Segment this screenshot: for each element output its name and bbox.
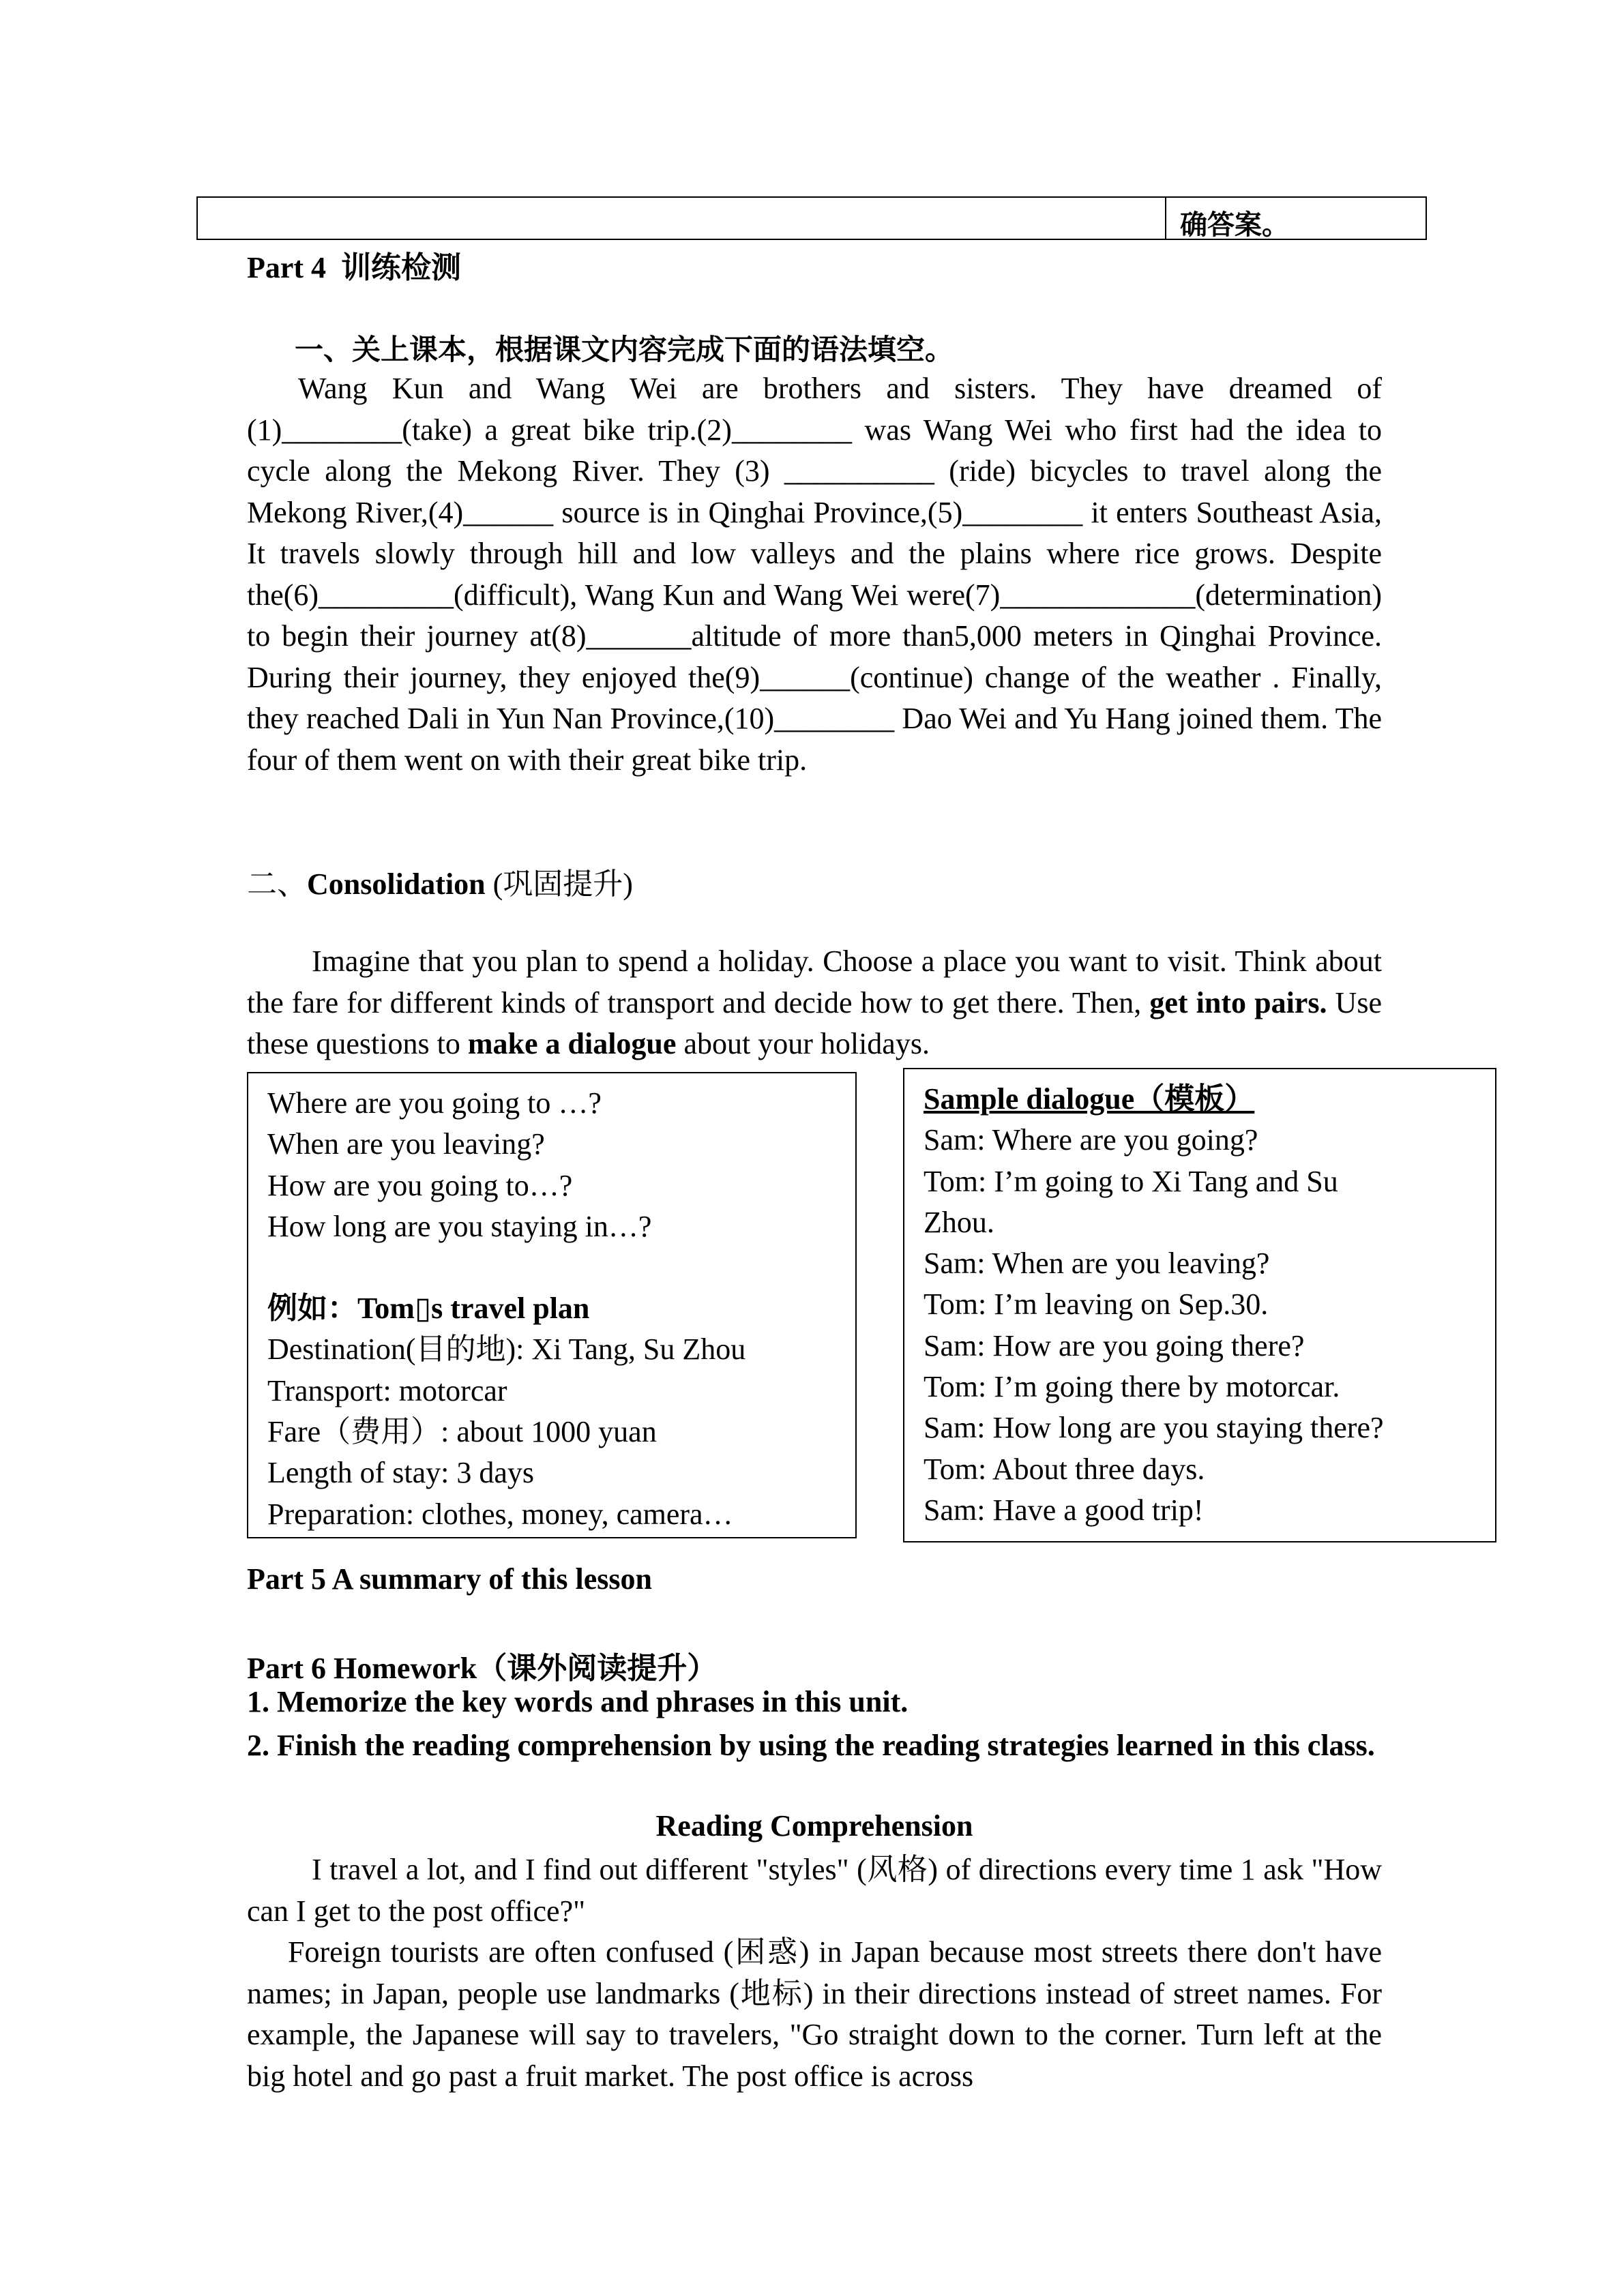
section2-title-cn: (巩固提升) xyxy=(492,867,633,901)
question-line: How are you going to…? xyxy=(267,1168,573,1202)
table-divider xyxy=(1165,198,1166,239)
homework-item-2: 2. Finish the reading comprehension by using the reading strategies learned in this class. xyxy=(247,1729,1375,1762)
blank-line xyxy=(267,1247,855,1288)
intro-text-1: Imagine that you plan to spend a holiday. Choose a place you want to visit. Think about the fare for different kinds of transport and decide how to get there. Then, xyxy=(247,944,1382,1019)
question-line: How long are you staying in…? xyxy=(267,1209,652,1243)
plan-line: Transport: motorcar xyxy=(267,1373,507,1407)
section2-intro xyxy=(247,941,1382,1065)
dialogue-line: Tom: I’m going to Xi Tang and Su xyxy=(924,1164,1338,1198)
part4-title-en: Part 4 xyxy=(247,251,327,284)
section2-title: Consolidation xyxy=(307,867,486,901)
part4-title-cn: 训练检测 xyxy=(341,250,462,285)
table-cell-text: 确答案。 xyxy=(1180,209,1289,241)
dialogue-line: Sam: Have a good trip! xyxy=(924,1493,1204,1527)
question-line: When are you leaving? xyxy=(267,1127,545,1161)
part5-title: Part 5 A summary of this lesson xyxy=(247,1562,652,1596)
dialogue-line: Sam: How are you going there? xyxy=(924,1328,1305,1362)
dialogue-line: Sam: Where are you going? xyxy=(924,1123,1258,1157)
travel-questions-box xyxy=(247,1072,857,1538)
dialogue-line: Sam: How long are you staying there? xyxy=(924,1411,1384,1445)
cloze-paragraph: Wang Kun and Wang Wei are brothers and sisters. They have dreamed of (1)________(take) a great bike trip.(2)________ was Wang Wei who first had the idea to cycle along the Mekong River. They (3) __________ (ride) bicycles to travel along the Mekong River,(4)______ source is in Qinghai Province,(5)________ it enters Southeast Asia, It travels slowly through hill and low valleys and the plains where rice grows. Despite the(6)_________(difficult), Wang Kun and Wang Wei were(7)_____________(determination) to begin their journey at(8)_______altitude of more than5,000 meters in Qinghai Province. During their journey, they enjoyed the(9)______(continue) change of the weather . Finally, they reached Dali in Yun Nan Province,(10)________ Dao Wei and Yu Hang joined them. The four of them went on with their great bike trip. xyxy=(247,372,1382,777)
part4-heading xyxy=(247,243,461,286)
plan-line: Destination(目的地): Xi Tang, Su Zhou xyxy=(267,1332,746,1367)
example-label: 例如： xyxy=(267,1291,357,1326)
dialogue-line: Sam: When are you leaving? xyxy=(924,1247,1270,1281)
section2-prefix: 二、 xyxy=(247,867,307,901)
top-table xyxy=(196,196,1427,240)
example-heading xyxy=(267,1288,855,1329)
intro-bold-1: get into pairs. xyxy=(1149,985,1327,1019)
section1-title: 一、关上课本，根据课文内容完成下面的语法填空。 xyxy=(295,333,954,366)
dialogue-line: Tom: I’m going there by motorcar. xyxy=(924,1370,1340,1404)
dialogue-line: Tom: I’m leaving on Sep.30. xyxy=(924,1287,1269,1322)
reading-paragraph-2: Foreign tourists are often confused (困惑) in Japan because most streets there don't have names; in Japan, people use landmarks (地标) in their directions instead of street names. For example, the Japanese will say to travelers, "Go straight down to the corner. Turn left at the big hotel and go past a fruit market. The post office is across xyxy=(247,1935,1382,2093)
dialogue-line: Tom: About three days. xyxy=(924,1452,1205,1486)
homework-item-1: 1. Memorize the key words and phrases in this unit. xyxy=(247,1685,909,1718)
plan-line: Length of stay: 3 days xyxy=(267,1456,535,1490)
example-title: Tom▯s travel plan xyxy=(357,1292,590,1326)
intro-bold-2: make a dialogue xyxy=(467,1027,677,1060)
dialogue-line: Zhou. xyxy=(924,1205,994,1239)
sample-dialogue-title: Sample dialogue（模板） xyxy=(924,1082,1255,1116)
reading-paragraph-1: I travel a lot, and I find out different "styles" (风格) of directions every time 1 ask "How can I get to the post office?" xyxy=(247,1853,1382,1928)
part6-title: Part 6 Homework（课外阅读提升） xyxy=(247,1652,718,1685)
sample-dialogue-box xyxy=(903,1068,1496,1542)
plan-line: Fare（费用）: about 1000 yuan xyxy=(267,1415,657,1449)
reading-title: Reading Comprehension xyxy=(655,1809,973,1843)
intro-text-3: about your holidays. xyxy=(676,1027,930,1060)
plan-line: Preparation: clothes, money, camera… xyxy=(267,1497,733,1531)
intro-text-2: Use these questions to xyxy=(247,985,1382,1060)
question-line: Where are you going to …? xyxy=(267,1086,602,1120)
section2-heading xyxy=(247,859,633,903)
